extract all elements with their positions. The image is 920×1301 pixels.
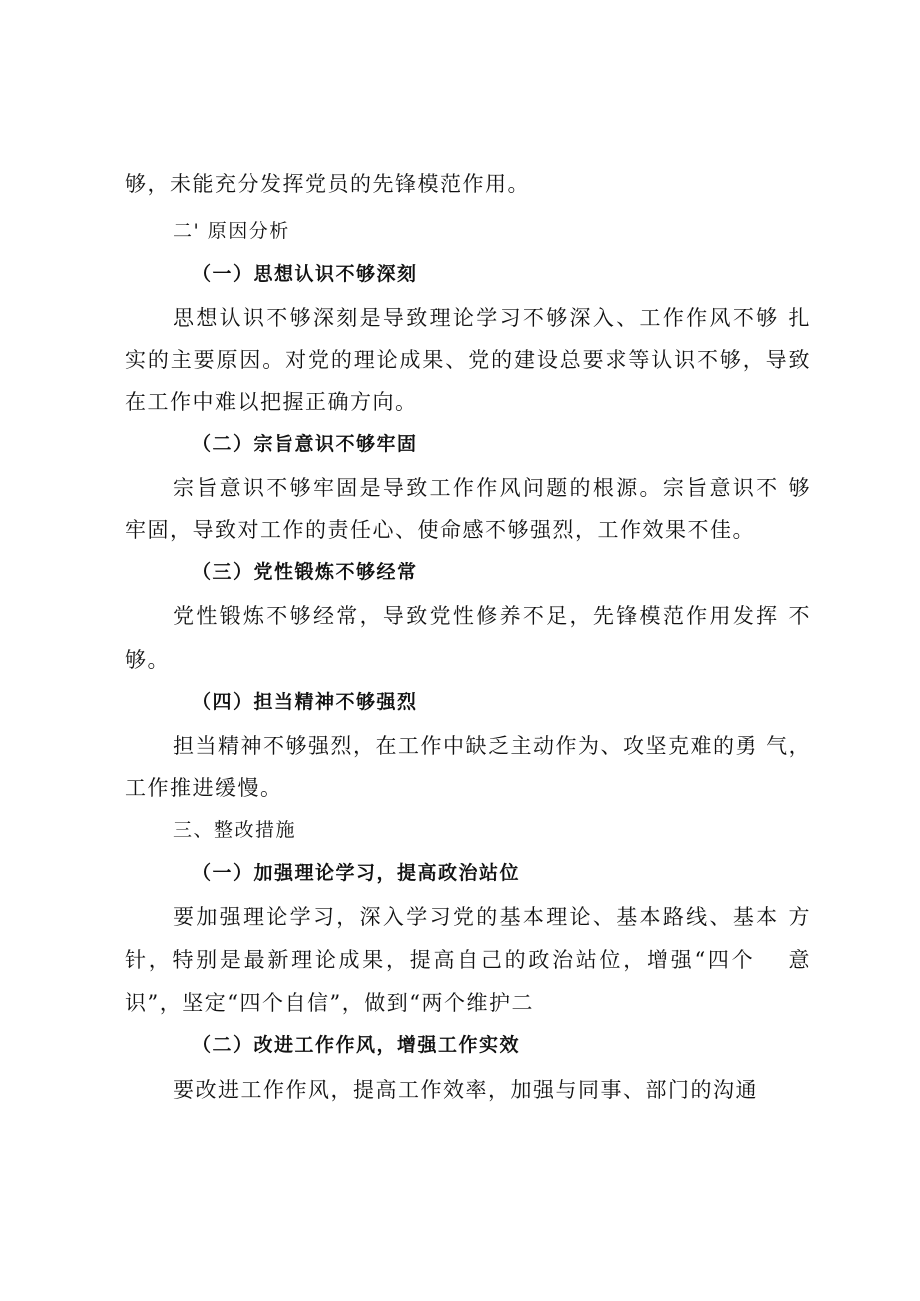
paragraph-line: 够。 <box>125 648 170 672</box>
paragraph-line: 担当精神不够强烈，在工作中缺乏主动作为、攻坚克难的勇 气， <box>173 734 812 758</box>
paragraph-line: 在工作中难以把握正确方向。 <box>125 390 418 414</box>
paragraph-line: 工作推进缓慢。 <box>125 776 283 800</box>
subheading-reason-4: （四）担当精神不够强烈 <box>192 691 418 713</box>
subheading-reason-2: （二）宗旨意识不够牢固 <box>192 433 418 455</box>
subheading-measure-2: （二）改进工作作风，增强工作实效 <box>192 1034 521 1056</box>
paragraph-line: 识”，坚定“四个自信”，做到“两个维护二 <box>125 991 534 1015</box>
paragraph-line: 牢固，导致对工作的责任心、使命感不够强烈，工作效果不佳。 <box>125 518 755 542</box>
subheading-reason-1: （一）思想认识不够深刻 <box>192 263 418 285</box>
paragraph-line: 够，未能充分发挥党员的先锋模范作用。 <box>125 172 530 196</box>
section-heading-measures: 三、整改措施 <box>173 819 297 841</box>
paragraph-line: 要加强理论学习，深入学习党的基本理论、基本路线、基本 方 <box>173 905 811 929</box>
paragraph-line: 针，特别是最新理论成果，提高自己的政治站位，增强“四个 意 <box>125 948 811 972</box>
paragraph-line: 思想认识不够深刻是导致理论学习不够深入、工作作风不够 扎 <box>173 306 811 330</box>
paragraph-line: 宗旨意识不够牢固是导致工作作风问题的根源。宗旨意识不 够 <box>173 476 811 500</box>
paragraph-line: 要改进工作作风，提高工作效率，加强与同事、部门的沟通 <box>173 1078 758 1102</box>
paragraph-line: 党性锻炼不够经常，导致党性修养不足，先锋模范作用发挥 不 <box>173 604 811 628</box>
subheading-reason-3: （三）党性锻炼不够经常 <box>192 561 418 583</box>
paragraph-line: 实的主要原因。对党的理论成果、党的建设总要求等认识不够，导致 <box>125 348 811 372</box>
subheading-measure-1: （一）加强理论学习，提高政治站位 <box>192 862 521 884</box>
section-heading-reasons: 二' 原因分析 <box>173 220 290 242</box>
